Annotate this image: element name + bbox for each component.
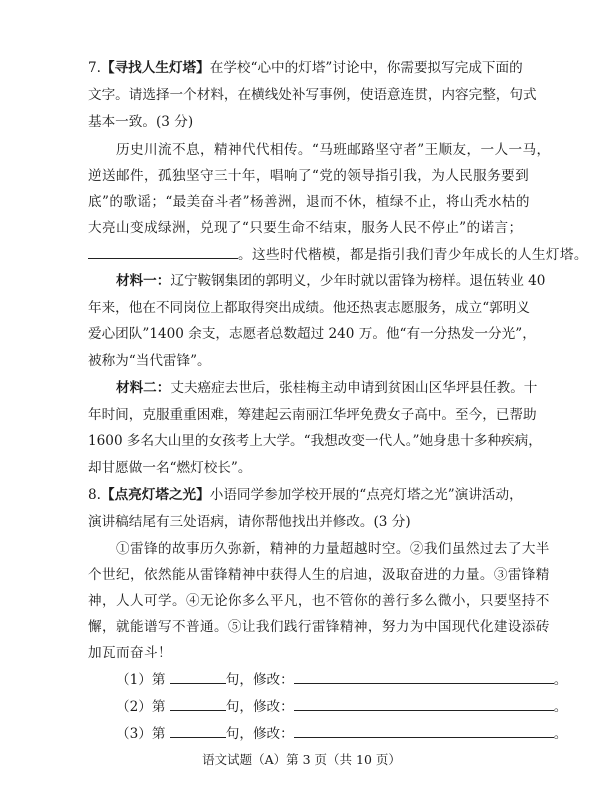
q7-stem-line-3: 基本一致。(3 分) <box>88 114 194 130</box>
q7-material2-line-2: 年时间，克服重重困难，筹建起云南丽江华坪免费女子高中。至今，已帮助 <box>88 407 537 423</box>
q7-number: 7. <box>88 60 101 76</box>
q8-passage-line-2: 个世纪，依然能从雷锋精神中获得人生的启迪，汲取奋进的力量。③雷锋精 <box>88 567 550 583</box>
q8-title: 【点亮灯塔之光】 <box>100 487 210 503</box>
q7-heading-line <box>88 58 523 78</box>
q8-stem-line-2: 演讲稿结尾有三处语病，请你帮他找出并修改。(3 分) <box>88 514 411 530</box>
q8-passage-line-5: 加瓦而奋斗！ <box>88 645 172 661</box>
answer-2-end: 。 <box>553 699 568 715</box>
q7-passage-line-1: 历史川流不息，精神代代相传。“马班邮路坚守者”王顺友，一人一马， <box>116 142 551 158</box>
answer-3-di: 第 <box>151 726 166 742</box>
q8-passage-line-1: ①雷锋的故事历久弥新，精神的力量超越时空。②我们虽然过去了大半 <box>116 541 550 557</box>
q7-stem-line-2: 文字。请选择一个材料，在横线处补写事例，使语意连贯，内容完整，句式 <box>88 87 537 103</box>
q8-heading-line <box>88 485 523 505</box>
answer-2-di: 第 <box>151 699 166 715</box>
q7-passage-line-3: 底”的歌谣；“最美奋斗者”杨善洲，退而不休，植绿不止，将山秃水枯的 <box>88 194 530 210</box>
answer-2-number: （2） <box>116 699 152 715</box>
answer-1-label: 句，修改： <box>225 672 294 688</box>
q8-stem-line-1: 小语同学参加学校开展的“点亮灯塔之光”演讲活动， <box>209 487 523 503</box>
q7-passage-line-4: 大亮山变成绿洲，兑现了“只要生命不结束，服务人民不停止”的诺言； <box>88 220 523 236</box>
answer-3-number: （3） <box>116 726 152 742</box>
q7-passage-line-5-text: 。这些时代楷模，都是指引我们青少年成长的人生灯塔。 <box>238 247 588 263</box>
answer-1-sentence-blank[interactable] <box>170 669 226 684</box>
answer-1-revision-blank[interactable] <box>294 669 554 684</box>
q7-material1-line-3: 爱心团队”1400 余支，志愿者总数超过 240 万。他“有一分热发一分光”， <box>88 326 536 342</box>
q7-stem-line-1: 在学校“心中的灯塔”讨论中，你需要拟写完成下面的 <box>209 60 523 76</box>
q8-passage-line-3: 神，人人可学。④无论你多么平凡，也不管你的善行多么微小，只要坚持不 <box>88 593 550 609</box>
answer-3-revision-blank[interactable] <box>294 723 554 738</box>
answer-3-sentence-blank[interactable] <box>170 723 226 738</box>
answer-2-label: 句，修改： <box>225 699 294 715</box>
q7-material2-line-4: 却甘愿做一名“燃灯校长”。 <box>88 460 252 476</box>
answer-1-end: 。 <box>553 672 568 688</box>
q7-material1-line-1 <box>116 271 545 291</box>
q7-material1-label: 材料一： <box>116 273 171 289</box>
q8-answer-row-1 <box>116 669 567 690</box>
page-footer: 语文试题（A）第 3 页（共 10 页） <box>202 752 401 767</box>
q7-fill-blank[interactable] <box>88 244 238 259</box>
q7-material2-line-1 <box>116 378 537 398</box>
answer-3-end: 。 <box>553 726 568 742</box>
answer-2-sentence-blank[interactable] <box>170 696 226 711</box>
q8-answer-row-2 <box>116 696 567 717</box>
answer-2-revision-blank[interactable] <box>294 696 554 711</box>
q7-material2-text-1: 丈夫癌症去世后，张桂梅主动申请到贫困山区华坪县任教。十 <box>170 380 538 396</box>
answer-3-label: 句，修改： <box>225 726 294 742</box>
q8-passage-line-4: 懈，就能谱写不普通。⑤让我们践行雷锋精神，努力为中国现代化建设添砖 <box>88 619 550 635</box>
q7-material2-line-3: 1600 多名大山里的女孩考上大学。“我想改变一代人。”她身患十多种疾病， <box>88 433 542 449</box>
q7-material1-text-1: 辽宁鞍钢集团的郭明义，少年时就以雷锋为榜样。退伍转业 40 <box>170 273 546 289</box>
q8-answer-row-3 <box>116 723 567 744</box>
q7-material1-line-2: 年来，他在不同岗位上都取得突出成绩。他还热衷志愿服务，成立“郭明义 <box>88 300 530 316</box>
q7-title: 【寻找人生灯塔】 <box>100 60 210 76</box>
q7-material2-label: 材料二： <box>116 380 171 396</box>
q7-passage-line-2: 逆送邮件，孤独坚守三十年，唱响了“党的领导指引我，为人民服务要到 <box>88 168 530 184</box>
answer-1-di: 第 <box>151 672 166 688</box>
q7-material1-line-4: 被称为“当代雷锋”。 <box>88 353 211 369</box>
answer-1-number: （1） <box>116 672 152 688</box>
q8-number: 8. <box>88 487 101 503</box>
q7-passage-line-5 <box>88 244 588 265</box>
